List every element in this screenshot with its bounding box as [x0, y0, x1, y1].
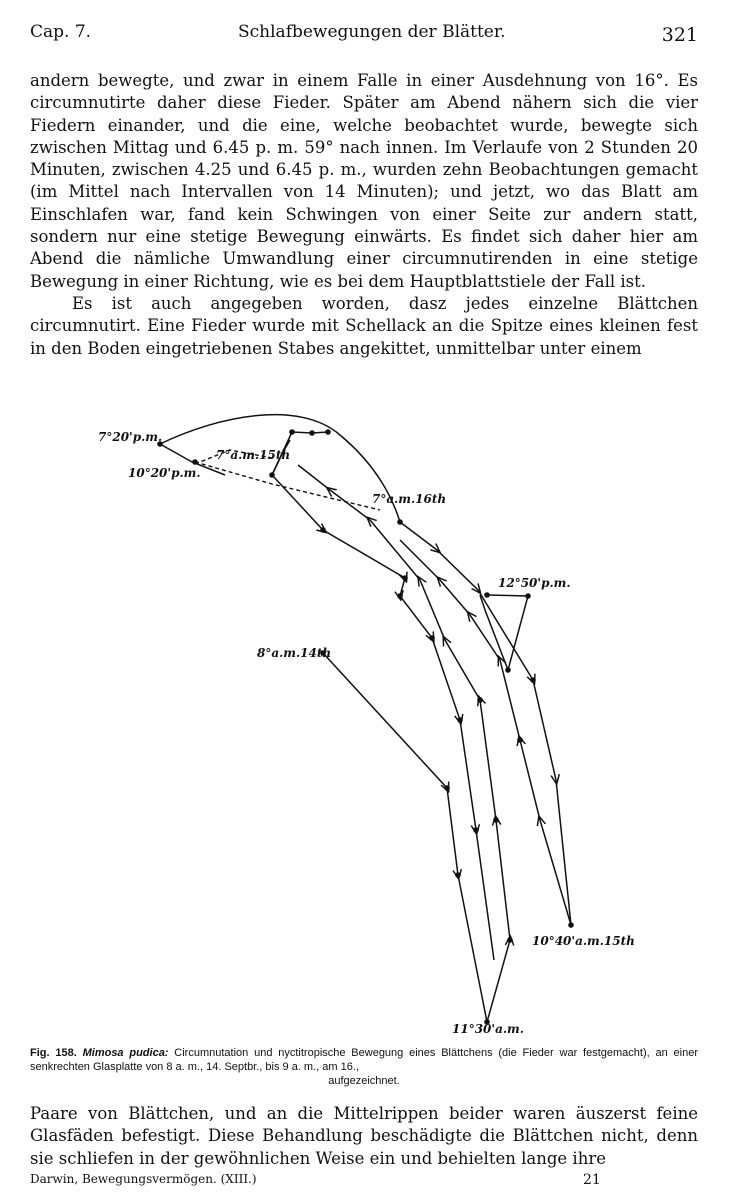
observation-dot — [457, 717, 463, 723]
observation-dot — [397, 519, 403, 525]
time-label: 7°a.m.16th — [372, 492, 447, 506]
paragraph: Paare von Blättchen, und an die Mittelrippen beider waren äuszerst feine Glasfäden befestigt. Diese Behandlung beschädigte die Blättchen nicht, denn sie schliefen in der gewöhnlichen Weise ein und behielten lange ihre — [30, 1104, 698, 1168]
observation-dot — [530, 677, 536, 683]
time-label: 10°20'p.m. — [128, 466, 201, 480]
observation-dot — [320, 527, 326, 533]
observation-dot — [444, 785, 450, 791]
page-footer — [30, 1172, 698, 1192]
page-number: 321 — [661, 24, 698, 46]
observation-dot — [269, 472, 275, 478]
time-label: 8°a.m.14th — [257, 646, 332, 660]
caption-text: Circumnutation und nyctitropische Bewegung eines Blättchens (die Fieder war festgemacht), an einer senkrechten Glasplatte von 8 a. m., 14. Septbr., bis 9 a. m., am 16., — [30, 1047, 698, 1073]
time-label: 10°40'a.m.15th — [532, 934, 635, 948]
time-label: 7°a.m.15th — [216, 448, 291, 462]
body-text-top — [30, 70, 698, 360]
paragraph: Es ist auch angegeben worden, dasz jedes einzelne Blättchen circumnutirt. Eine Fieder wurde mit Schellack an die Spitze eines kleinen fest in den Boden eingetriebenen Stabes angekittet, unmittelbar unter einem — [30, 293, 698, 358]
observation-dot — [505, 667, 511, 673]
observation-dot — [455, 872, 461, 878]
running-header — [30, 22, 698, 48]
observation-dot — [473, 827, 479, 833]
night-trace — [195, 462, 380, 510]
observation-dot — [568, 922, 574, 928]
sheet-number: 21 — [583, 1172, 601, 1188]
body-text-bottom — [30, 1103, 698, 1170]
observation-dot — [507, 937, 513, 943]
observation-dot — [484, 592, 490, 598]
figure-158 — [0, 400, 733, 1040]
time-label: 12°50'p.m. — [498, 576, 571, 590]
observation-dot — [402, 575, 408, 581]
observation-dot — [493, 817, 499, 823]
observation-dot — [325, 429, 331, 435]
chapter-label: Cap. 7. — [30, 22, 92, 42]
figure-caption — [30, 1046, 698, 1088]
observation-dot — [192, 459, 198, 465]
time-label: 7°20'p.m. — [98, 430, 163, 444]
signature-mark: Darwin, Bewegungsvermögen. (XIII.) — [30, 1172, 257, 1186]
observation-dot — [477, 697, 483, 703]
running-title: Schlafbewegungen der Blätter. — [238, 22, 506, 42]
observation-dot — [309, 430, 315, 436]
caption-text-end: aufgezeichnet. — [328, 1075, 400, 1087]
trace-line — [298, 465, 510, 1022]
observation-dot — [397, 593, 403, 599]
observation-dot — [517, 737, 523, 743]
time-label: 11°30'a.m. — [452, 1022, 524, 1036]
species-name: Mimosa pudica: — [82, 1047, 169, 1059]
observation-dot — [289, 429, 295, 435]
observation-dot — [429, 635, 435, 641]
paragraph: andern bewegte, und zwar in einem Falle in einer Ausdehnung von 16°. Es circumnutirte daher diese Fieder. Später am Abend nähern sich die vier Fiedern einander, und die eine, welche beobachtet wurde, bewegte sich zwischen Mittag und 6.45 p. m. 59° nach innen. Im Verlaufe von 2 Stunden 20 Minuten, zwischen 4.25 und 6.45 p. m., wurden zehn Beobachtungen gemacht (im Mittel nach Intervallen von 14 Minuten); und jetzt, wo das Blatt am Einschlafen war, fand kein Schwingen von einer Seite zur andern statt, sondern nur eine stetige Bewegung einwärts. Es findet sich daher hier am Abend die nämliche Umwandlung einer circumnutirenden in eine stetige Bewegung in einer Richtung, wie es bei dem Hauptblattstiele der Fall ist. — [30, 71, 698, 291]
observation-dot — [525, 593, 531, 599]
trace-line — [323, 653, 487, 1022]
figure-number: Fig. 158. — [30, 1047, 77, 1059]
